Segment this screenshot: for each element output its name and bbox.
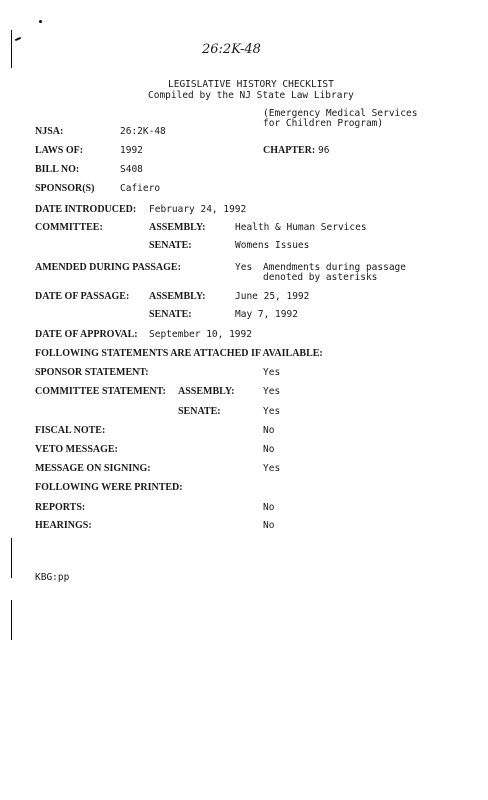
sponsor-statement-value: Yes <box>263 367 281 378</box>
fiscal-note-label: FISCAL NOTE: <box>35 425 106 436</box>
margin-line <box>11 538 12 578</box>
scan-mark <box>15 37 21 41</box>
chapter-label: CHAPTER: <box>263 145 316 156</box>
reports-label: REPORTS: <box>35 502 86 513</box>
act-name-line2: for Children Program) <box>263 118 384 129</box>
sponsor-label: SPONSOR(S) <box>35 183 95 194</box>
reports-value: No <box>263 502 275 513</box>
chapter-value: 96 <box>318 145 330 156</box>
date-of-approval-value: September 10, 1992 <box>149 329 252 340</box>
margin-line <box>11 30 12 68</box>
date-of-passage-label: DATE OF PASSAGE: <box>35 291 130 302</box>
document-subtitle: Compiled by the NJ State Law Library <box>148 90 354 101</box>
initials: KBG:pp <box>35 572 70 583</box>
bill-no-label: BILL NO: <box>35 164 80 175</box>
statements-header: FOLLOWING STATEMENTS ARE ATTACHED IF AVAILABLE: <box>35 348 323 359</box>
margin-line <box>11 600 12 640</box>
passage-senate-label: SENATE: <box>149 309 192 320</box>
scan-dot <box>39 20 42 23</box>
laws-of-label: LAWS OF: <box>35 145 84 156</box>
committee-label: COMMITTEE: <box>35 222 103 233</box>
committee-statement-label: COMMITTEE STATEMENT: <box>35 386 166 397</box>
printed-header: FOLLOWING WERE PRINTED: <box>35 482 183 493</box>
njsa-label: NJSA: <box>35 126 64 137</box>
hearings-value: No <box>263 520 275 531</box>
amended-label: AMENDED DURING PASSAGE: <box>35 262 181 273</box>
passage-senate-value: May 7, 1992 <box>235 309 298 320</box>
amended-value: Yes <box>235 262 253 273</box>
bill-no-value: S408 <box>120 164 143 175</box>
committee-statement-senate-label: SENATE: <box>178 406 221 417</box>
committee-statement-assembly-value: Yes <box>263 386 281 397</box>
document-title: LEGISLATIVE HISTORY CHECKLIST <box>168 79 334 90</box>
committee-senate-value: Womens Issues <box>235 240 310 251</box>
committee-assembly-label: ASSEMBLY: <box>149 222 206 233</box>
committee-senate-label: SENATE: <box>149 240 192 251</box>
act-name-line1: (Emergency Medical Services <box>263 108 418 119</box>
sponsor-statement-label: SPONSOR STATEMENT: <box>35 367 149 378</box>
committee-assembly-value: Health & Human Services <box>235 222 367 233</box>
veto-message-value: No <box>263 444 275 455</box>
sponsor-value: Cafiero <box>120 183 161 194</box>
amended-note-line2: denoted by asterisks <box>263 272 378 283</box>
committee-statement-senate-value: Yes <box>263 406 281 417</box>
date-of-approval-label: DATE OF APPROVAL: <box>35 329 138 340</box>
handwritten-reference: 26:2K-48 <box>202 42 261 57</box>
hearings-label: HEARINGS: <box>35 520 92 531</box>
message-on-signing-label: MESSAGE ON SIGNING: <box>35 463 151 474</box>
amended-note-line1: Amendments during passage <box>263 262 406 273</box>
laws-of-value: 1992 <box>120 145 143 156</box>
date-introduced-value: February 24, 1992 <box>149 204 247 215</box>
veto-message-label: VETO MESSAGE: <box>35 444 118 455</box>
message-on-signing-value: Yes <box>263 463 281 474</box>
fiscal-note-value: No <box>263 425 275 436</box>
passage-assembly-value: June 25, 1992 <box>235 291 310 302</box>
date-introduced-label: DATE INTRODUCED: <box>35 204 137 215</box>
committee-statement-assembly-label: ASSEMBLY: <box>178 386 235 397</box>
njsa-value: 26:2K-48 <box>120 126 166 137</box>
passage-assembly-label: ASSEMBLY: <box>149 291 206 302</box>
